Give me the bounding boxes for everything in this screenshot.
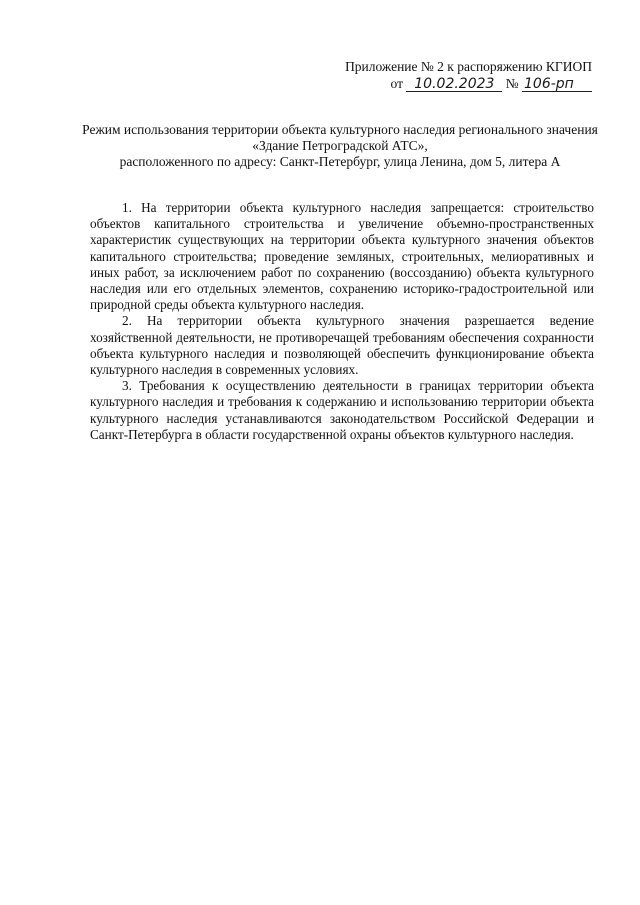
- title-line-1: Режим использования территории объекта культурного наследия регионального значения: [82, 122, 598, 137]
- document-body: [90, 200, 594, 443]
- number-label: №: [505, 76, 519, 91]
- document-title: [60, 122, 620, 170]
- appendix-line: Приложение № 2 к распоряжению КГИОП: [345, 59, 592, 74]
- paragraph-1: 1. На территории объекта культурного наследия запрещается: строительство объектов капитального строительства и увеличение объемно-пространственных характеристик существующих на территории объекта культурного значения объектов капитального строительства; проведение земляных, строительных, мелиоративных и иных работ, за исключением работ по сохранению (воссозданию) объекта культурного наследия или его отдельных элементов, сохранению историко-градостроительной или природной среды объекта культурного наследия.: [90, 200, 594, 313]
- order-reference: [345, 75, 592, 92]
- handwritten-number: 106-рп: [522, 77, 592, 92]
- handwritten-date: 10.02.2023: [406, 77, 502, 92]
- title-line-2: «Здание Петроградской АТС»,: [252, 138, 428, 153]
- paragraph-2: 2. На территории объекта культурного значения разрешается ведение хозяйственной деятельности, не противоречащей требованиям обеспечения сохранности объекта культурного наследия и позволяющей обеспечить функционирование объекта культурного наследия в современных условиях.: [90, 313, 594, 378]
- from-label: от: [390, 76, 403, 91]
- title-line-3: расположенного по адресу: Санкт-Петербург, улица Ленина, дом 5, литера А: [119, 154, 561, 169]
- appendix-header: [345, 58, 592, 92]
- paragraph-3: 3. Требования к осуществлению деятельности в границах территории объекта культурного наследия и требования к содержанию и использованию территории объекта культурного наследия устанавливаются законодательством Российской Федерации и Санкт-Петербурга в области государственной охраны объектов культурного наследия.: [90, 378, 594, 442]
